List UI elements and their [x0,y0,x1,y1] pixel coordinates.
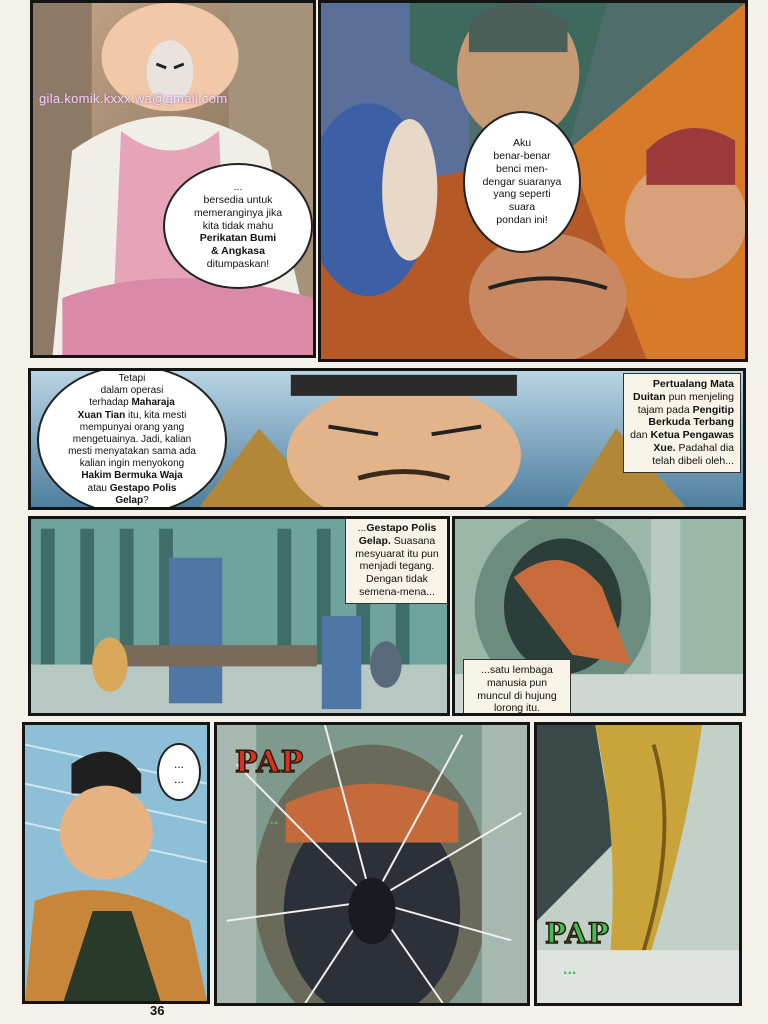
bubble-line: kalian ingin menyokong [79,458,185,470]
caption-box-meeting [345,517,449,604]
sfx-pap: PAP [545,917,610,950]
bubble-bold: Gestapo Polis [109,482,177,494]
sfx-pap: PAP [235,745,305,780]
bubble-line: benci men- [496,162,548,175]
speech-bubble-elder [163,163,313,289]
caption-bold: Gelap. [358,534,391,547]
bubble-line: suara [508,201,536,214]
caption-bold: Xue. [653,441,676,454]
caption-line: mesyuarat itu pun [355,547,439,560]
bubble-line: ... [233,181,243,194]
caption-line: Dengan tidak [366,573,428,586]
caption-text: pun menjeling [668,390,734,403]
panel-2 [318,0,748,362]
bubble-line: ... [173,772,184,786]
sfx-dots: ... [563,961,577,978]
caption-line: manusia pun [486,676,548,689]
bubble-line [88,483,177,495]
bubble-bold: Gelap [115,494,144,506]
caption-line [630,404,734,417]
bubble-line: mesti menyatakan sama ada [68,446,196,458]
bubble-line: Tetapi [118,372,146,384]
bubble-line: dalam operasi [100,385,164,397]
panel-7 [214,722,530,1006]
speech-bubble-angry [463,111,581,253]
panel-6 [22,722,210,1004]
caption-line [352,522,442,535]
sfx-dots: ... [265,811,279,828]
bubble-bold: Hakim Bermuka Waja [81,470,183,482]
caption-line: ...satu lembaga [481,664,553,676]
caption-line [630,378,734,391]
bubble-line [78,410,187,422]
speech-bubble-leader [37,368,227,510]
bubble-line [81,470,182,482]
bubble-line: benar-benar [493,150,551,162]
caption-line: menjadi tegang. [359,560,435,573]
caption-bold: Ketua Pengawas [650,429,734,442]
bubble-line [115,495,148,507]
caption-text: Suasana [393,534,436,547]
bubble-line: ... [173,757,184,772]
bubble-text: atau [87,482,107,494]
panel-3 [28,368,746,510]
caption-line: telah dibeli oleh... [652,454,734,467]
caption-text: tajam pada [637,403,690,416]
caption-text: ... [357,522,367,534]
bubble-bold: Maharaja [131,397,175,409]
caption-bold: Pertualang Mata [652,378,734,390]
caption-line [630,391,734,404]
caption-line [630,429,734,442]
page-number: 36 [150,1003,165,1018]
caption-line [630,416,734,429]
panel-5 [452,516,746,716]
bubble-line: bersedia untuk [203,194,273,206]
bubble-line: ditumpaskan! [206,257,270,270]
bubble-text: terhadap [89,397,129,409]
panel-8 [534,722,742,1006]
bubble-text: itu, kita mesti [128,409,187,421]
bubble-line: mempunyai orang yang [79,421,185,433]
bubble-line: memeranginya jika [193,206,283,219]
caption-line [352,535,442,548]
caption-bold: Pengitip [692,403,734,416]
panel-4 [28,516,450,716]
caption-text: dan [630,429,648,442]
caption-bold: Gestapo Polis [366,522,437,534]
caption-bold: Duitan [633,390,666,403]
caption-text: Padahal dia [678,441,734,454]
caption-line: semena-mena... [359,585,435,598]
bubble-line: Aku [512,137,532,150]
watermark: gila.komik.kxxx.wa@gmail.com [39,91,228,106]
bubble-line: kita tidak mahu [202,219,274,232]
speech-bubble-silence [157,743,201,801]
bubble-bold-line: & Angkasa [211,245,265,258]
bubble-text: ? [143,494,149,506]
bubble-line: dengar suaranya [482,175,562,188]
bubble-line [89,397,175,409]
bubble-line: mengetuainya. Jadi, kalian [72,433,192,445]
caption-box-figure [463,659,571,716]
bubble-bold-line: Perikatan Bumi [199,232,277,245]
caption-line: lorong itu. [493,702,541,715]
bubble-line: pondan ini! [496,213,548,226]
caption-bold: Berkuda Terbang [648,416,734,429]
panel-1 [30,0,316,358]
caption-line [630,442,734,455]
bubble-line: yang seperti [493,188,551,201]
caption-line: muncul di hujung [477,689,557,702]
caption-box-narration [623,373,741,473]
bubble-bold: Xuan Tian [77,409,126,421]
